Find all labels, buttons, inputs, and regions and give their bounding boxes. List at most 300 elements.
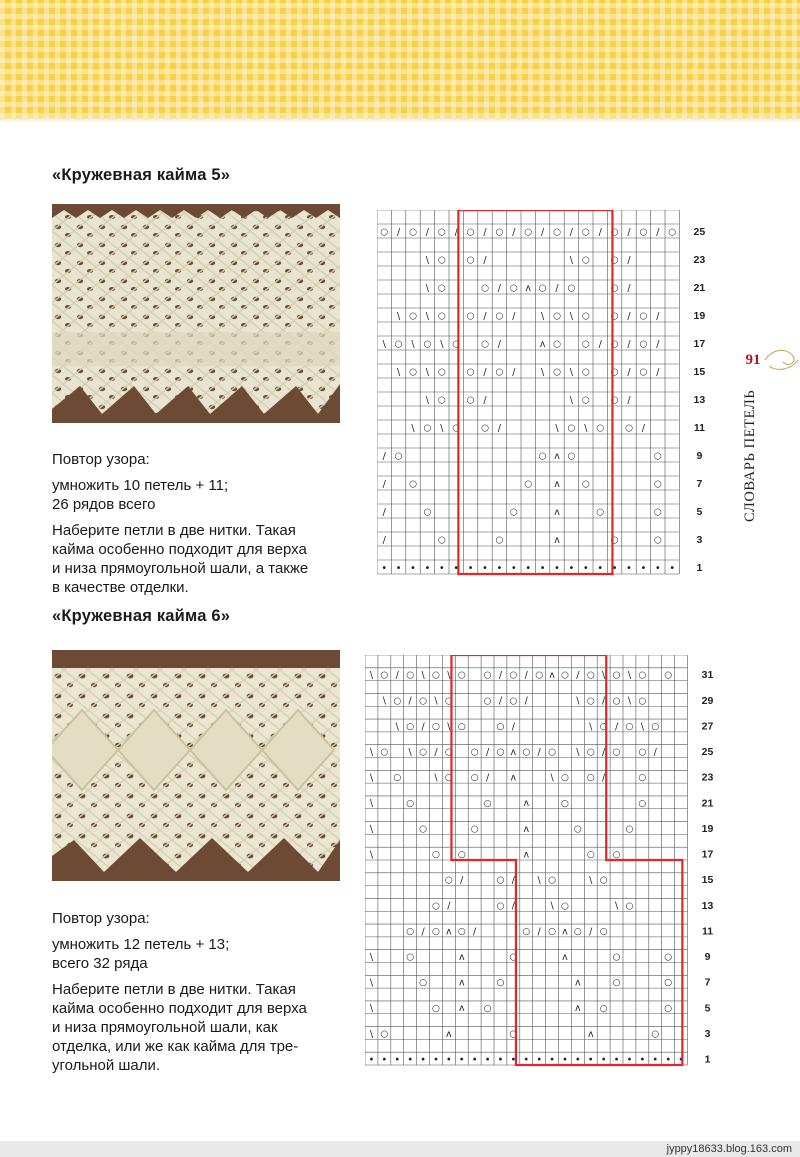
pattern6-chart-row-label: 11 [701,925,714,938]
pattern5-chart-row-label: 15 [693,366,706,378]
pattern5-chart-symbol: ○ [437,283,446,294]
pattern5-chart-symbol: / [598,338,602,350]
pattern6-chart-symbol: ○ [638,696,647,707]
pattern5-chart-symbol: / [382,450,386,462]
pattern6-chart-symbol: • [420,1054,427,1066]
pattern5-chart-row-label: 25 [693,226,706,238]
pattern5-chart-symbol: \ [411,338,415,350]
pattern5-chart-symbol: ○ [596,423,605,434]
pattern5-chart-symbol: ○ [639,339,648,350]
pattern6-chart-symbol: \ [369,849,374,861]
pattern6-chart-row-label: 19 [701,822,714,835]
pattern5-chart-symbol: \ [411,422,415,434]
pattern6-chart-symbol: \ [369,772,374,784]
pattern6-chart-symbol: • [471,1054,478,1066]
pattern6-chart-symbol: ○ [586,696,595,707]
pattern5-chart-symbol: \ [425,310,430,322]
pattern6-chart-symbol: ○ [496,747,505,758]
pattern6-chart-row-label: 1 [704,1053,711,1066]
pattern6-chart-symbol: ○ [612,978,621,989]
pattern6-chart-symbol: ○ [586,670,595,681]
pattern6-chart-symbol: • [665,1054,672,1066]
pattern6-chart-symbol: • [574,1054,581,1066]
pattern6-chart-symbol: / [408,695,412,707]
pattern6-chart-symbol: ○ [599,926,608,937]
pattern6-chart-symbol: ○ [625,824,634,835]
pattern6-chart-symbol: \ [576,695,580,707]
pattern6-chart-row-label: 31 [701,669,714,682]
pattern6-chart-symbol: ○ [457,850,466,861]
page-number-swirl [763,346,800,374]
pattern6-chart-symbol: ○ [599,1003,608,1014]
pattern6-chart-symbol: • [445,1054,452,1066]
pattern6-desc-line4: отделка, или же как кайма для тре- [52,1038,299,1055]
pattern6-chart-symbol: / [460,875,464,887]
pattern5-chart-symbol: • [395,562,402,574]
pattern6-chart-symbol: ○ [612,850,621,861]
pattern6-chart [365,655,745,1073]
pattern6-chart-symbol: \ [382,695,386,707]
pattern5-chart-symbol: / [396,226,401,238]
pattern5-chart-symbol: ○ [610,395,619,406]
pattern6-chart-symbol: / [576,670,580,682]
pattern5-chart-symbol: \ [425,282,430,294]
pattern6-chart-symbol: ○ [561,901,569,912]
pattern5-chart-symbol: \ [425,394,430,406]
pattern6-chart-symbol: \ [447,721,451,733]
pattern5-chart-symbol: \ [425,254,430,266]
pattern6-chart-symbol: • [381,1054,388,1066]
pattern5-chart-symbol: \ [540,366,545,378]
pattern6-chart-symbol: ○ [651,721,660,732]
pattern6-chart-symbol: ○ [432,1003,440,1014]
pattern5-chart-symbol: ○ [610,255,619,266]
pattern5-chart-symbol: ○ [437,395,446,406]
pattern5-chart-symbol: / [627,310,631,322]
pattern6-chart-symbol: \ [421,670,425,682]
pattern5-chart-row-label: 11 [693,422,705,434]
pattern5-chart-symbol: ○ [394,339,403,350]
pattern5-chart-symbol: \ [382,338,386,350]
pattern6-chart-symbol: ○ [522,926,531,937]
pattern5-chart-symbol: ○ [610,283,619,294]
pattern6-chart-row-label: 3 [704,1027,711,1040]
pattern6-chart-symbol: • [626,1054,633,1066]
pattern6-chart-symbol: / [614,721,619,733]
pattern6-chart-symbol: ○ [599,721,608,732]
pattern6-chart-symbol: ○ [457,670,466,681]
pattern6-chart-symbol: ○ [444,875,453,886]
pattern5-chart-symbol: / [483,310,487,322]
pattern6-chart-symbol: \ [408,746,412,758]
pattern5-chart-symbol: \ [396,366,401,378]
pattern5-chart-symbol: ʌ [554,506,560,518]
pattern6-chart-symbol: ○ [612,696,621,707]
pattern6-chart-row-label: 13 [701,899,714,912]
pattern6-chart-symbol: ○ [638,773,647,784]
pattern6-chart-symbol: \ [369,823,374,835]
pattern6-chart-symbol: ○ [638,670,647,681]
pattern6-chart-symbol: / [537,926,541,938]
pattern6-chart-row-label: 21 [701,797,714,810]
pattern5-chart-symbol: ○ [423,507,432,518]
pattern6-chart-symbol: \ [434,695,438,707]
pattern5-chart-symbol: ○ [653,479,662,490]
pattern6-chart-symbol: ○ [509,696,518,707]
pattern6-chart-symbol: ○ [432,721,440,732]
pattern6-chart-row-label: 25 [701,746,714,759]
pattern6-chart-symbol: ○ [406,798,415,809]
pattern6-chart-symbol: ʌ [562,926,568,938]
pattern5-chart-symbol: ○ [509,283,518,294]
pattern5-text [52,450,352,597]
pattern6-chart-symbol: ʌ [523,849,530,861]
pattern6-chart-symbol: ○ [470,773,479,784]
pattern5-chart-symbol: • [525,562,532,574]
page-number: 91 [745,352,761,368]
pattern6-chart-symbol: • [510,1054,517,1066]
pattern6-chart-symbol: ○ [638,747,647,758]
pattern5-chart-symbol: ○ [409,227,417,238]
pattern5-chart-symbol: / [555,282,559,294]
pattern5-chart-symbol: / [512,226,516,238]
pattern5-desc-line3: и низа прямоугольной шали, а также [52,560,309,577]
pattern6-chart-symbol: ○ [496,901,505,912]
pattern5-chart-symbol: ○ [610,367,619,378]
pattern5-chart-symbol: ○ [653,535,662,546]
pattern6-chart-symbol: ○ [393,696,402,707]
pattern6-chart-symbol: ○ [457,721,466,732]
pattern6-chart-symbol: ○ [573,824,582,835]
pattern6-chart-symbol: \ [369,746,374,758]
pattern6-chart-symbol: • [561,1054,568,1066]
pattern5-chart-symbol: \ [569,254,574,266]
pattern6-chart-symbol: ○ [638,798,647,809]
pattern6-chart-symbol: ʌ [587,1028,594,1040]
pattern5-chart-symbol: ○ [409,367,417,378]
pattern6-chart-symbol: ○ [548,926,556,937]
pattern6-chart-symbol: \ [434,772,438,784]
pattern6-chart-symbol: ʌ [458,977,465,989]
pattern6-chart-symbol: ○ [444,747,453,758]
pattern5-chart-symbol: \ [555,422,559,434]
pattern5-chart-symbol: / [656,226,660,238]
pattern6-chart-symbol: ○ [444,696,453,707]
pattern6-chart-symbol: • [484,1054,491,1066]
pattern6-chart-symbol: ○ [496,721,505,732]
pattern5-chart-symbol: / [656,310,660,322]
pattern6-repeat-label: Повтор узора: [52,910,150,927]
pattern5-chart-symbol: • [640,562,647,574]
pattern5-chart-symbol: / [483,366,487,378]
pattern5-chart-row-label: 5 [696,506,703,518]
pattern6-chart-symbol: \ [369,1028,374,1040]
pattern5-chart-row-label: 9 [696,450,703,462]
pattern6-chart-symbol: \ [369,798,374,810]
pattern5-chart-symbol: • [568,562,575,574]
pattern5-chart-symbol: / [382,478,386,490]
pattern5-chart-row-label: 19 [693,310,706,322]
pattern5-chart-symbol: • [597,562,604,574]
pattern5-chart-symbol: / [627,338,631,350]
pattern6-chart-symbol: ○ [599,875,608,886]
pattern5-chart-symbol: ○ [538,283,547,294]
pattern6-chart-symbol: / [602,746,606,758]
pattern5-chart-symbol: ○ [437,367,446,378]
pattern6-chart-symbol: ○ [612,747,621,758]
pattern6-chart-symbol: / [537,746,541,758]
pattern5-chart-symbol: / [512,310,516,322]
pattern5-chart-symbol: • [669,562,676,574]
pattern6-chart-symbol: / [447,900,451,912]
pattern5-chart-symbol: ○ [524,227,533,238]
pattern6-chart-symbol: ○ [419,747,427,758]
pattern5-chart-symbol: ○ [394,451,403,462]
pattern5-chart-symbol: • [654,562,661,574]
pattern5-chart-symbol: / [483,254,487,266]
pattern5-chart-symbol: ○ [581,479,590,490]
pattern6-chart-symbol: ʌ [458,951,465,963]
pattern6-chart-symbol: ○ [406,670,415,681]
pattern6-chart-symbol: ○ [483,670,492,681]
pattern5-chart-symbol: ○ [452,423,461,434]
pattern6-chart-symbol: / [395,670,399,682]
pattern5-chart-symbol: ○ [495,535,504,546]
pattern6-chart-symbol: ʌ [562,951,568,963]
pattern5-chart-symbol: ○ [466,255,475,266]
pattern5-chart-symbol: \ [540,310,545,322]
pattern6-chart-symbol: / [524,670,528,682]
pattern5-chart-symbol: ○ [567,283,576,294]
pattern6-chart-symbol: ʌ [446,1028,452,1040]
pattern5-chart-symbol: ○ [495,367,504,378]
pattern6-chart-symbol: ○ [496,875,505,886]
pattern5-chart-symbol: ○ [452,339,461,350]
pattern6-chart-symbol: ○ [573,926,582,937]
pattern6-chart-symbol: / [473,926,477,938]
pattern6-chart-symbol: ○ [380,747,389,758]
pattern5-chart-symbol: ○ [581,311,590,322]
pattern6-chart-symbol: • [613,1054,620,1066]
pattern5-desc-line4: в качестве отделки. [52,579,189,596]
pattern6-chart-symbol: \ [537,875,541,887]
pattern5-chart-symbol: • [626,562,632,574]
pattern6-chart-symbol: ʌ [510,746,517,758]
pattern5-chart-symbol: / [569,226,574,238]
pattern5-chart-symbol: ○ [423,423,432,434]
pattern6-chart-symbol: ○ [444,773,453,784]
pattern5-chart-symbol: • [582,562,589,574]
pattern5-chart-symbol: ○ [466,395,475,406]
pattern5-chart-symbol: ○ [495,311,504,322]
pattern6-chart-symbol: / [434,746,438,758]
pattern5-chart-symbol: • [510,562,517,574]
band-edge [0,118,800,122]
pattern6-chart-symbol: ○ [419,824,427,835]
pattern6-chart-symbol: ʌ [446,926,452,938]
pattern5-chart-symbol: / [656,366,660,378]
pattern5-chart-symbol: / [627,254,631,266]
pattern6-chart-symbol: ○ [509,1029,518,1040]
pattern5-chart-symbol: \ [569,310,574,322]
pattern6-desc-line3: и низа прямоугольной шали, как [52,1019,278,1036]
pattern5-chart-symbol: • [496,562,503,574]
pattern5-chart-symbol: / [540,226,545,238]
pattern6-chart-symbol: ○ [432,901,440,912]
pattern6-chart-symbol: / [524,695,528,707]
pattern6-chart-symbol: \ [369,670,374,682]
pattern6-chart-symbol: • [600,1054,607,1066]
pattern6-chart-symbol: ○ [586,850,595,861]
pattern5-chart-symbol: ○ [466,227,475,238]
pattern5-chart-symbol: ○ [538,451,547,462]
pattern6-chart-symbol: / [602,772,606,784]
pattern6-chart-symbol: \ [576,746,580,758]
pattern5-chart-symbol: / [483,394,487,406]
pattern5-chart-symbol: ○ [581,367,590,378]
pattern5-chart-symbol: ○ [409,311,417,322]
pattern5-chart-symbol: • [438,562,445,574]
pattern6-chart-symbol: ○ [522,747,531,758]
pattern6-chart-row-label: 27 [701,720,714,733]
pattern5-chart-symbol: ○ [495,227,504,238]
pattern5-chart-symbol: • [424,562,431,574]
pattern5-chart-symbol: / [382,506,386,518]
pattern5-chart-symbol: ○ [481,423,489,434]
pattern6-chart-symbol: / [511,721,515,733]
pattern6-chart-symbol: / [485,746,490,758]
pattern5-chart-symbol: / [483,226,487,238]
pattern5-chart-symbol: ○ [553,367,561,378]
pattern6-chart-symbol: / [421,721,425,733]
pattern5-chart-row-label: 1 [696,562,703,574]
pattern5-chart-symbol: / [627,394,631,406]
pattern5-chart-symbol: ○ [639,367,648,378]
pattern6-chart-symbol: ○ [548,875,556,886]
pattern5-chart-symbol: ○ [481,283,489,294]
pattern5-chart-symbol: ʌ [525,282,532,294]
pattern5-chart-symbol: ○ [653,507,662,518]
pattern6-desc-line1: Наберите петли в две нитки. Такая [52,981,296,998]
pattern6-chart-symbol: ○ [625,721,634,732]
pattern5-chart-symbol: ○ [437,311,446,322]
pattern6-chart-symbol: • [523,1054,530,1066]
pattern6-chart-row-label: 7 [704,976,711,989]
pattern6-title: «Кружевная кайма 6» [52,607,231,625]
pattern6-chart-symbol: ○ [625,901,634,912]
pattern6-chart-symbol: ○ [664,670,673,681]
pattern5-chart-symbol: ○ [581,395,590,406]
pattern5-chart-symbol: ○ [553,311,561,322]
pattern5-chart-symbol: \ [396,310,401,322]
pattern6-chart-symbol: ○ [664,952,673,963]
pattern5-chart-symbol: ○ [610,227,619,238]
pattern6-chart-symbol: ○ [380,1029,389,1040]
pattern5-chart-symbol: ○ [610,535,619,546]
pattern5-chart-symbol: • [611,562,618,574]
pattern6-chart-symbol: \ [447,670,451,682]
pattern5-chart-symbol: / [382,534,386,546]
pattern6-chart-symbol: \ [550,900,554,912]
pattern5-chart-row-label: 7 [696,478,703,490]
pattern6-chart-symbol: ○ [393,773,402,784]
pattern5-chart-symbol: ○ [380,227,389,238]
pattern6-chart-symbol: \ [589,875,593,887]
pattern6-chart-symbol: ʌ [575,977,581,989]
pattern6-chart-row-label: 29 [701,694,714,707]
pattern5-chart-symbol: • [453,562,460,574]
pattern6-chart-symbol: \ [627,695,632,707]
pattern5-chart-row-label: 17 [693,338,706,350]
pattern6-chart-symbol: • [458,1054,465,1066]
pattern6-chart-row-label: 23 [701,771,714,784]
pattern5-title: «Кружевная кайма 5» [52,166,231,184]
pattern5-chart-symbol: / [598,226,602,238]
pattern6-chart-symbol: ○ [664,978,673,989]
pattern6-photo [52,650,340,881]
pattern6-chart-symbol: ʌ [510,772,517,784]
pattern6-chart-symbol: • [407,1054,414,1066]
pattern5-chart [377,210,717,580]
pattern5-chart-symbol: \ [440,338,444,350]
pattern6-chart-symbol: ○ [419,978,427,989]
pattern5-chart-symbol: • [554,562,560,574]
pattern6-chart-symbol: ○ [664,1003,673,1014]
pattern5-chart-symbol: ○ [610,339,619,350]
pattern5-chart-symbol: / [627,226,631,238]
decorative-yellow-band [0,0,800,118]
pattern6-chart-symbol: ○ [483,1003,492,1014]
pattern5-desc-line1: Наберите петли в две нитки. Такая [52,522,296,539]
pattern6-chart-symbol: ○ [432,670,440,681]
pattern5-chart-symbol: \ [425,366,430,378]
pattern6-chart-row-label: 15 [701,874,714,887]
pattern6-chart-symbol: ○ [380,670,389,681]
pattern6-chart-symbol: • [368,1054,375,1066]
pattern6-chart-symbol: ○ [561,773,569,784]
pattern6-chart-symbol: ○ [406,926,415,937]
pattern6-chart-symbol: • [432,1054,439,1066]
pattern5-chart-symbol: ○ [653,451,662,462]
pattern5-chart-symbol: / [454,226,458,238]
pattern6-chart-row-label: 5 [704,1002,711,1015]
pattern6-chart-symbol: ○ [470,747,479,758]
pattern6-chart-symbol: ʌ [523,798,530,810]
pattern6-chart-symbol: / [485,772,490,784]
pattern6-chart-symbol: \ [550,772,554,784]
pattern6-chart-row-label: 9 [704,951,711,964]
pattern6-desc-line5: угольной шали. [52,1057,161,1074]
pattern5-chart-symbol: ○ [553,227,561,238]
pattern5-chart-symbol: / [497,282,502,294]
pattern5-chart-symbol: ○ [509,507,518,518]
pattern5-chart-symbol: ʌ [539,338,546,350]
pattern6-chart-symbol: \ [369,951,374,963]
pattern6-chart-symbol: \ [395,721,399,733]
pattern5-repeat-label: Повтор узора: [52,451,150,468]
pattern6-chart-symbol: ○ [406,721,415,732]
pattern6-chart-symbol: ○ [470,824,479,835]
pattern6-chart-symbol: • [497,1054,504,1066]
pattern5-desc-line2: кайма особенно подходит для верха [52,541,307,558]
pattern5-chart-symbol: ○ [481,339,489,350]
pattern5-chart-symbol: ○ [596,507,605,518]
pattern6-chart-symbol: • [536,1054,543,1066]
pattern6-chart-symbol: ○ [586,747,595,758]
pattern6-text [52,909,352,1075]
pattern5-chart-symbol: • [410,562,416,574]
pattern6-chart-symbol: ʌ [523,823,530,835]
